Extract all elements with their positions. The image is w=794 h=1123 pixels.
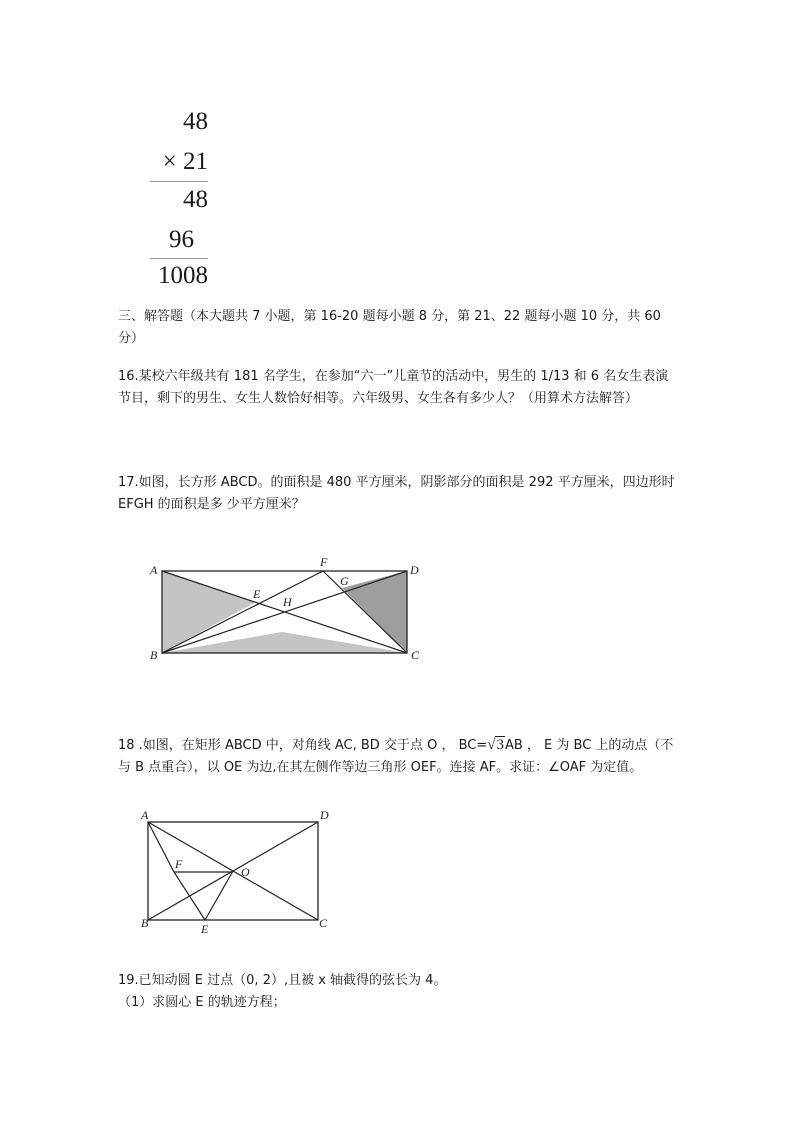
segment-fe (174, 872, 205, 920)
multiplication-rule-1 (150, 181, 208, 182)
shaded-triangle-bottom (162, 632, 407, 653)
segment-eo (205, 871, 233, 920)
sqrt-3 (487, 736, 505, 753)
label-b: B (141, 916, 149, 930)
figure-17 (145, 555, 435, 669)
figure-17-svg (145, 555, 435, 665)
question-19-line-1: 19.已知动圆 E 过点（0, 2）,且被 x 轴截得的弦长为 4。 (118, 973, 447, 988)
sqrt-sign: √ (487, 737, 496, 753)
multiplier: × 21 (162, 148, 208, 175)
label-f: F (175, 857, 183, 871)
question-19-line-2: （1）求圆心 E 的轨迹方程； (118, 995, 286, 1010)
label-e: E (253, 587, 261, 601)
partial-product-1: 48 (183, 186, 208, 213)
label-g: G (340, 574, 349, 588)
label-f: F (320, 555, 328, 569)
question-17: 17.如图，长方形 ABCD。的面积是 480 平方厘米，阴影部分的面积是 292 平方厘米，四边形时 EFGH 的面积是多 少平方厘米？ (118, 475, 675, 512)
label-b: B (150, 648, 158, 662)
label-c: C (319, 916, 328, 930)
sqrt-radicand: 3 (496, 737, 504, 753)
label-a: A (141, 808, 149, 822)
partial-product-2: 96 (169, 226, 194, 253)
figure-18-svg (134, 806, 344, 936)
product: 1008 (158, 262, 208, 289)
label-c: C (411, 648, 420, 662)
shaded-triangle-right (342, 571, 407, 653)
question-18 (118, 734, 678, 779)
label-e: E (201, 922, 209, 936)
question-18-text-after: AB ， E 为 BC 上的动点（不与 B 点重合），以 OE 为边,在其左侧作等边三角形 OEF。连接 AF。求证：∠OAF 为定值。 (118, 738, 674, 775)
label-h: H (283, 595, 292, 609)
label-o: O (241, 865, 250, 879)
section-heading: 三、解答题（本大题共 7 小题，第 16-20 题每小题 8 分，第 21、22 题每小题 10 分，共 60 分） (118, 309, 661, 346)
label-d: D (410, 563, 419, 577)
question-16: 16.某校六年级共有 181 名学生，在参加“六一”儿童节的活动中，男生的 1/13 和 6 名女生表演节目，剩下的男生、女生人数恰好相等。六年级男、女生各有多少人？（用算术方法解答） (118, 369, 669, 406)
label-d: D (320, 808, 329, 822)
figure-18 (134, 806, 344, 940)
multiplicand: 48 (183, 108, 208, 135)
question-18-text-before: 18 .如图，在矩形 ABCD 中，对角线 AC, BD 交于点 O ， BC= (118, 738, 488, 753)
label-a: A (150, 563, 158, 577)
multiplication-rule-2 (150, 258, 208, 259)
